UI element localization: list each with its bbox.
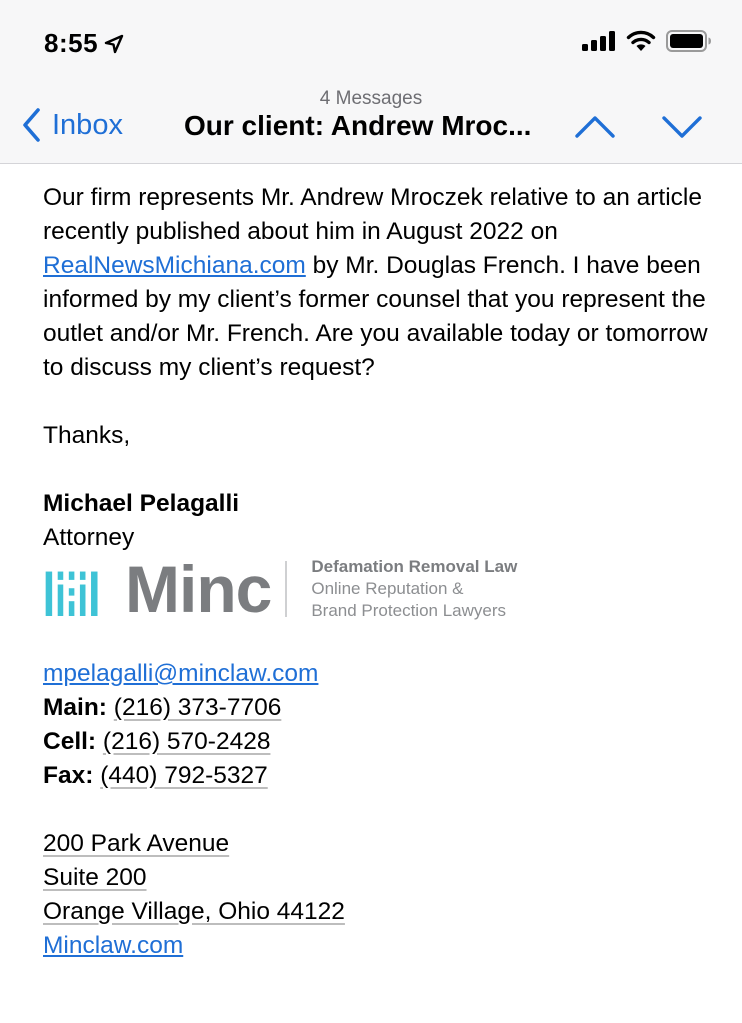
battery-icon [666,30,712,52]
address-line[interactable]: 200 Park Avenue [43,830,230,857]
signature-name: Michael Pelagalli [43,490,240,517]
back-label: Inbox [52,108,123,141]
chevron-up-icon [573,112,617,142]
email-body [43,181,713,963]
status-time-text: 8:55 [44,28,99,58]
signature-role: Attorney [43,524,135,551]
phone-fax [43,759,713,793]
phone-number-link[interactable]: (216) 373-7706 [113,694,282,721]
phone-main [43,691,713,725]
logo-divider [285,561,287,617]
previous-message-button[interactable] [573,112,617,147]
message-count: 4 Messages [319,88,423,109]
status-time [44,28,124,59]
wifi-icon [626,30,656,52]
phone-label: Cell: [43,728,97,755]
logo-tagline [311,556,517,622]
next-message-button[interactable] [660,112,704,147]
email-text: by Mr. Douglas French. I have been informed by my client’s former counsel that you represent the outlet and/or Mr. French. Are you available today or tomorrow to discuss my client’s request? [43,252,708,381]
logo-tagline-3: Brand Protection Lawyers [311,601,506,620]
address-line[interactable]: Suite 200 [43,864,147,891]
logo-tagline-1: Defamation Removal Law [311,557,518,576]
email-address-link[interactable]: mpelagalli@minclaw.com [43,660,319,687]
location-arrow-icon [104,34,124,54]
website-link[interactable]: Minclaw.com [43,932,184,959]
phone-label: Main: [43,694,107,721]
top-bar [0,0,742,164]
minc-logo-wordmark: Minc [125,552,272,626]
back-to-inbox-button[interactable] [20,106,123,144]
chevron-left-icon [20,106,42,144]
minc-logo [43,552,713,626]
email-paragraph [43,181,713,385]
address-line[interactable]: Orange Village, Ohio 44122 [43,898,345,925]
realnewsmichiana-link[interactable]: RealNewsMichiana.com [43,252,306,279]
minc-logo-mark-icon [43,562,115,616]
logo-tagline-2: Online Reputation & [311,579,464,598]
phone-label: Fax: [43,762,94,789]
thread-subject: Our client: Andrew Mroc... [184,110,532,141]
status-icons [582,30,712,52]
phone-number-link[interactable]: (216) 570-2428 [102,728,271,755]
cellular-signal-icon [582,31,616,51]
phone-cell [43,725,713,759]
closing: Thanks, [43,422,131,449]
phone-number-link[interactable]: (440) 792-5327 [100,762,268,789]
email-text: Our firm represents Mr. Andrew Mroczek relative to an article recently published about him in August 2022 on [43,184,702,245]
chevron-down-icon [660,112,704,142]
